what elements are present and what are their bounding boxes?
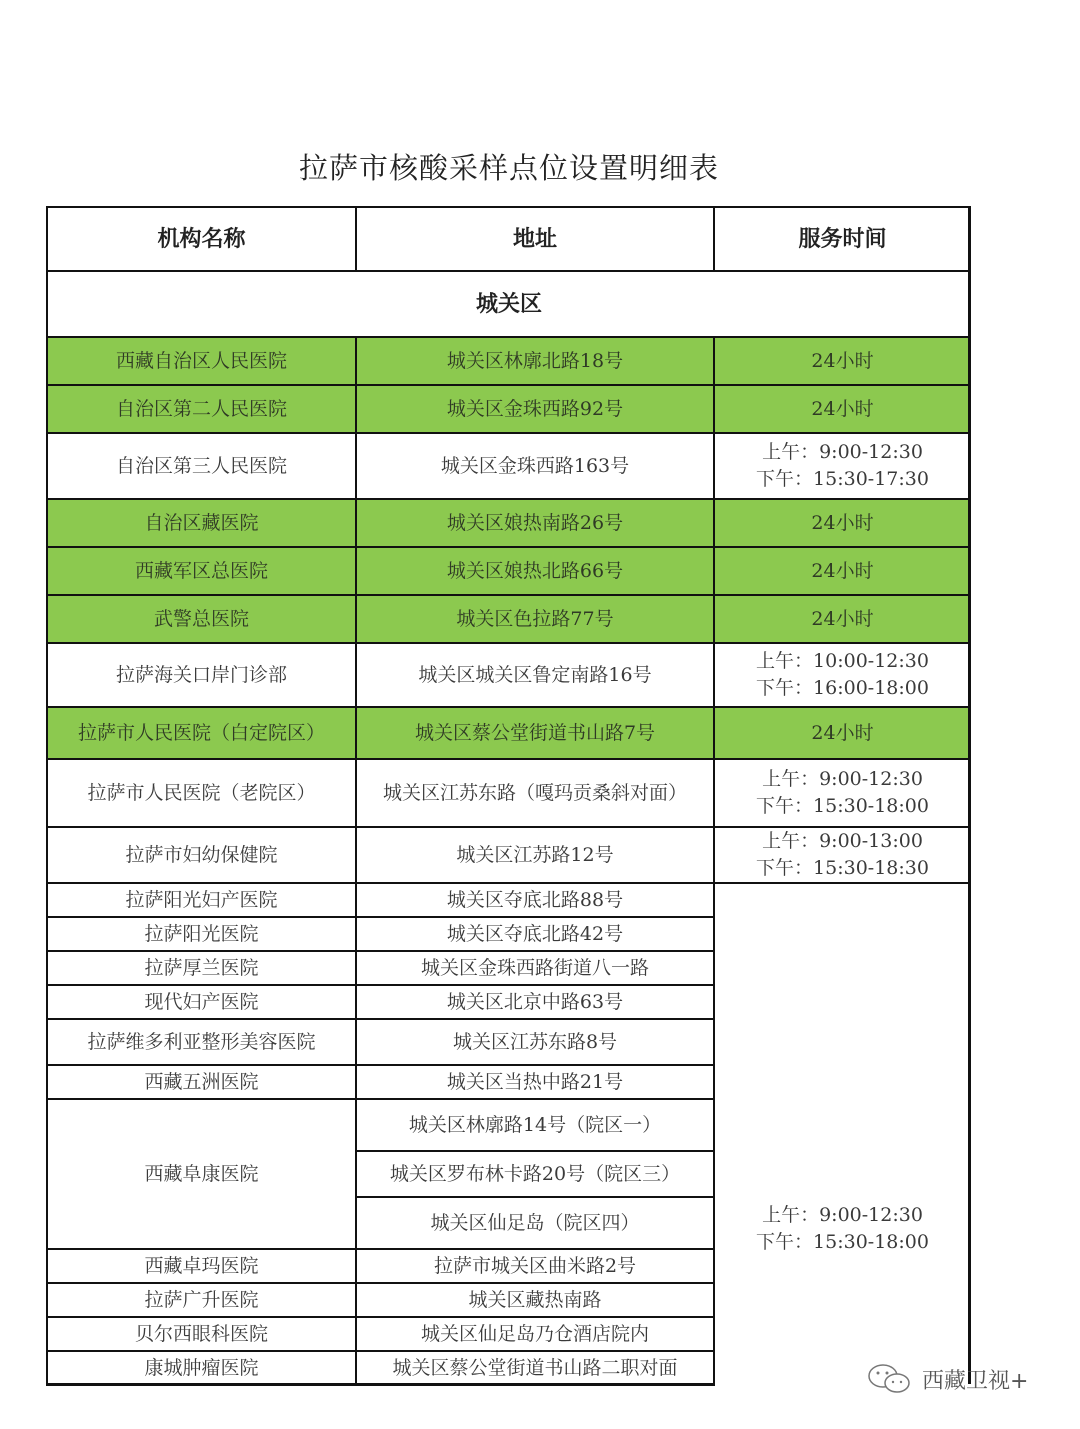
time-pm: 下午：15:30-18:00 (756, 1231, 929, 1253)
row-16-name: 西藏五洲医院 (46, 1064, 355, 1098)
header-institution: 机构名称 (46, 206, 355, 270)
row-13-name: 拉萨厚兰医院 (46, 950, 355, 984)
time-pm: 下午：16:00-18:00 (756, 677, 929, 699)
row-5-time: 24小时 (713, 546, 970, 594)
row-13-address: 城关区金珠西路街道八一路 (355, 950, 713, 984)
header-service-time: 服务时间 (713, 206, 970, 270)
row-10-name: 拉萨市妇幼保健院 (46, 826, 355, 882)
shared-service-time (713, 882, 970, 1384)
district-label: 城关区 (46, 270, 970, 336)
row-5-address: 城关区娘热北路66号 (355, 546, 713, 594)
row-20-address: 城关区仙足岛乃仓酒店院内 (355, 1316, 713, 1350)
row-12-name: 拉萨阳光医院 (46, 916, 355, 950)
row-15-name: 拉萨维多利亚整形美容医院 (46, 1018, 355, 1064)
page-title: 拉萨市核酸采样点位设置明细表 (298, 151, 719, 185)
row-1-name: 西藏自治区人民医院 (46, 336, 355, 384)
row-8-name: 拉萨市人民医院（白定院区） (46, 706, 355, 758)
row-3-time (713, 432, 970, 498)
row-21-name: 康城肿瘤医院 (46, 1350, 355, 1384)
row-6-address: 城关区色拉路77号 (355, 594, 713, 642)
row-18-name: 西藏卓玛医院 (46, 1248, 355, 1282)
row-17-address-1: 城关区林廓路14号（院区一） (355, 1098, 713, 1150)
time-am: 上午：9:00-12:30 (762, 768, 923, 790)
row-10-address: 城关区江苏路12号 (355, 826, 713, 882)
row-17-name: 西藏阜康医院 (46, 1098, 355, 1248)
row-3-name: 自治区第三人民医院 (46, 432, 355, 498)
time-pm: 下午：15:30-18:00 (756, 795, 929, 817)
row-6-name: 武警总医院 (46, 594, 355, 642)
row-9-address: 城关区江苏东路（嘎玛贡桑斜对面） (355, 758, 713, 826)
row-2-time: 24小时 (713, 384, 970, 432)
row-17-address-2: 城关区罗布林卡路20号（院区三） (355, 1150, 713, 1196)
time-pm: 下午：15:30-18:30 (756, 857, 929, 879)
row-7-time (713, 642, 970, 706)
row-8-address: 城关区蔡公堂街道书山路7号 (355, 706, 713, 758)
watermark-text: 西藏卫视+ (922, 1368, 1029, 1394)
time-am: 上午：10:00-12:30 (756, 650, 929, 672)
time-am: 上午：9:00-13:00 (762, 830, 923, 852)
time-am: 上午：9:00-12:30 (762, 441, 923, 463)
row-1-time: 24小时 (713, 336, 970, 384)
row-4-address: 城关区娘热南路26号 (355, 498, 713, 546)
row-9-time (713, 758, 970, 826)
row-17-address-3: 城关区仙足岛（院区四） (355, 1196, 713, 1248)
row-19-address: 城关区藏热南路 (355, 1282, 713, 1316)
row-4-time: 24小时 (713, 498, 970, 546)
row-4-name: 自治区藏医院 (46, 498, 355, 546)
table-right-border (968, 206, 971, 1384)
row-14-address: 城关区北京中路63号 (355, 984, 713, 1018)
row-14-name: 现代妇产医院 (46, 984, 355, 1018)
row-18-address: 拉萨市城关区曲米路2号 (355, 1248, 713, 1282)
row-2-name: 自治区第二人民医院 (46, 384, 355, 432)
row-7-name: 拉萨海关口岸门诊部 (46, 642, 355, 706)
row-1-address: 城关区林廓北路18号 (355, 336, 713, 384)
row-11-address: 城关区夺底北路88号 (355, 882, 713, 916)
row-16-address: 城关区当热中路21号 (355, 1064, 713, 1098)
row-2-address: 城关区金珠西路92号 (355, 384, 713, 432)
row-20-name: 贝尔西眼科医院 (46, 1316, 355, 1350)
row-8-time: 24小时 (713, 706, 970, 758)
wechat-icon (866, 1362, 914, 1396)
watermark (866, 1362, 1028, 1396)
time-am: 上午：9:00-12:30 (762, 1204, 923, 1226)
row-21-address: 城关区蔡公堂街道书山路二职对面 (355, 1350, 713, 1384)
row-7-address: 城关区城关区鲁定南路16号 (355, 642, 713, 706)
header-address: 地址 (355, 206, 713, 270)
row-19-name: 拉萨广升医院 (46, 1282, 355, 1316)
table-bottom-border (46, 1383, 715, 1386)
row-10-time (713, 826, 970, 882)
row-5-name: 西藏军区总医院 (46, 546, 355, 594)
row-9-name: 拉萨市人民医院（老院区） (46, 758, 355, 826)
row-3-address: 城关区金珠西路163号 (355, 432, 713, 498)
row-6-time: 24小时 (713, 594, 970, 642)
row-12-address: 城关区夺底北路42号 (355, 916, 713, 950)
time-pm: 下午：15:30-17:30 (756, 468, 929, 490)
row-11-name: 拉萨阳光妇产医院 (46, 882, 355, 916)
row-15-address: 城关区江苏东路8号 (355, 1018, 713, 1064)
